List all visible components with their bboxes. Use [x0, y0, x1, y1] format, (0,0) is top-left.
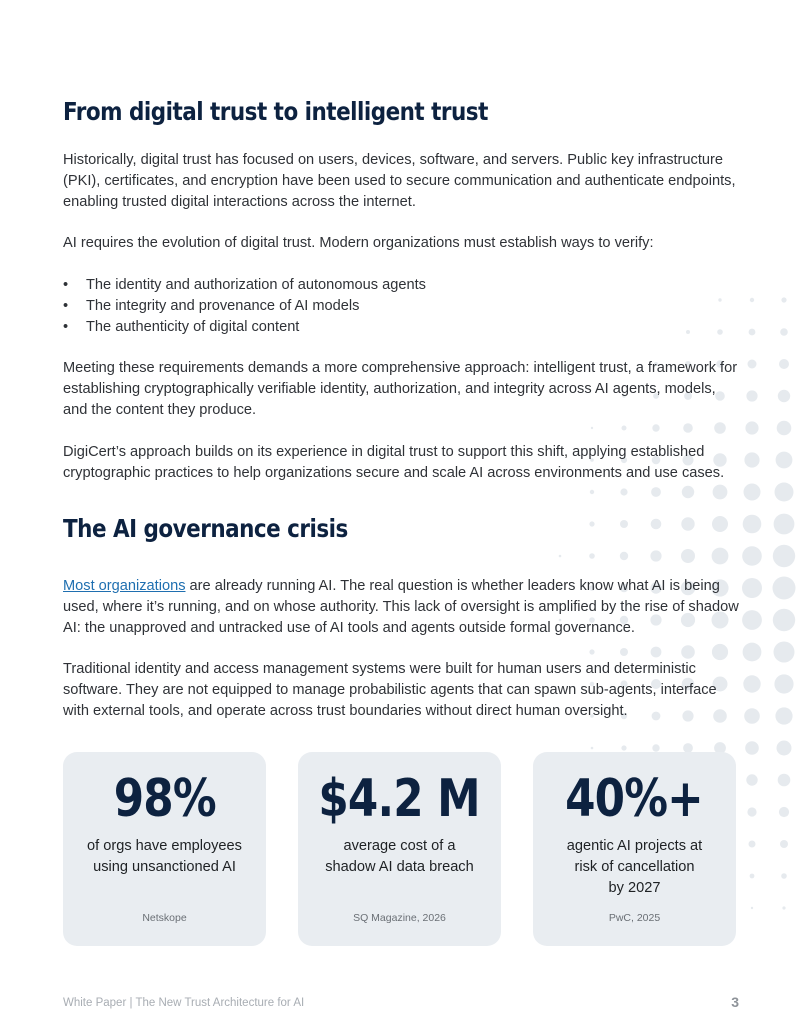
pattern-dot [651, 519, 662, 530]
pattern-dot [778, 774, 791, 787]
paragraph-iam-systems: Traditional identity and access management systems were built for human users and deterministic software. They are not equipped to manage probabilistic agents that can spawn sub-agents, interface with external tools, and operate across trust boundaries without direct human oversight. [63, 661, 717, 719]
pattern-dot [742, 610, 762, 630]
footer-document-title: White Paper | The New Trust Architecture for AI [63, 997, 305, 1009]
stat-source: Netskope [142, 912, 187, 924]
pattern-dot [712, 644, 728, 660]
paragraph-digicert-approach: DigiCert’s approach builds on its experience in digital trust to support this shift, applying established cryptographic practices to help organizations secure and scale AI across environments and use cases. [63, 444, 725, 481]
pattern-dot [559, 555, 562, 558]
pattern-dot [589, 521, 594, 526]
stat-value: 40%+ [565, 769, 704, 829]
pattern-dot [778, 390, 790, 402]
pattern-dot [779, 807, 789, 817]
pattern-dot [651, 487, 661, 497]
paragraph-history: Historically, digital trust has focused on users, devices, software, and servers. Public key infrastructure (PKI), certificates, and encryption have been used to secure communication and authenticate endpoints, enabling trusted digital interactions across the internet. [63, 152, 736, 210]
pattern-dot [620, 488, 627, 495]
pattern-dot [749, 329, 756, 336]
pattern-dot [744, 484, 761, 501]
page-number: 3 [731, 994, 739, 1010]
pattern-dot [750, 874, 755, 879]
pattern-dot [712, 548, 729, 565]
pattern-dot [743, 515, 762, 534]
pattern-dot [590, 490, 594, 494]
pattern-dot [743, 675, 760, 692]
pattern-dot [742, 578, 762, 598]
pattern-dot [622, 426, 627, 431]
pattern-dot [717, 329, 723, 335]
pattern-dot [750, 298, 754, 302]
pattern-dot [620, 520, 628, 528]
stat-value: 98% [113, 769, 216, 829]
paragraph-evolution: AI requires the evolution of digital trust. Modern organizations must establish ways to verify: [63, 235, 654, 251]
pattern-dot [652, 744, 659, 751]
pattern-dot [651, 647, 662, 658]
pattern-dot [681, 517, 694, 530]
pattern-dot [743, 643, 762, 662]
stat-card-unsanctioned-ai [63, 752, 266, 946]
pattern-dot [775, 483, 794, 502]
stat-description: agentic AI projects at risk of cancellation by 2027 [566, 838, 703, 896]
list-item-text: The integrity and provenance of AI models [86, 298, 360, 314]
pattern-dot [773, 545, 795, 567]
pattern-dot [683, 423, 693, 433]
pattern-dot [620, 552, 628, 560]
pattern-dot [712, 516, 728, 532]
pattern-dot [620, 648, 628, 656]
pattern-dot [776, 452, 793, 469]
pattern-dot [747, 807, 756, 816]
stat-card-breach-cost [298, 752, 501, 946]
pattern-dot [774, 514, 795, 535]
pattern-dot [781, 297, 786, 302]
stat-description: of orgs have employees using unsanctioned AI [87, 838, 242, 875]
pattern-dot [681, 549, 695, 563]
pattern-dot [718, 298, 721, 301]
pattern-dot [782, 906, 785, 909]
pattern-dot [780, 328, 788, 336]
paragraph-shadow-ai [63, 576, 743, 639]
list-item [63, 296, 426, 317]
pattern-dot [591, 427, 593, 429]
list-item [63, 317, 426, 338]
pattern-dot [621, 745, 626, 750]
pattern-dot [742, 546, 762, 566]
stat-card-project-cancellation [533, 752, 736, 946]
pattern-dot [781, 873, 787, 879]
paragraph-intelligent-trust: Meeting these requirements demands a more comprehensive approach: intelligent trust, a framework for establishing cryptographically verifiable identity, authorization, and integrity across AI agents, models, and the content they produce. [63, 360, 738, 418]
section-heading-intelligent-trust: From digital trust to intelligent trust [63, 97, 488, 126]
stat-source: PwC, 2025 [608, 912, 661, 924]
pattern-dot [682, 486, 694, 498]
pattern-dot [745, 421, 758, 434]
pattern-dot [589, 553, 595, 559]
bullet-glyph: • [63, 298, 69, 314]
pattern-dot [774, 642, 795, 663]
list-item-text: The identity and authorization of autonomous agents [86, 277, 426, 293]
section-heading-governance-crisis: The AI governance crisis [63, 514, 348, 543]
stat-value: $4.2 M [318, 769, 481, 829]
pattern-dot [774, 674, 793, 693]
stat-description: average cost of a shadow AI data breach [325, 838, 474, 875]
pattern-dot [773, 609, 795, 631]
pattern-dot [773, 577, 796, 600]
pattern-dot [746, 774, 757, 785]
list-item-text: The authenticity of digital content [86, 319, 300, 335]
pattern-dot [779, 359, 789, 369]
bullet-glyph: • [63, 319, 69, 335]
pattern-dot [744, 452, 759, 467]
pattern-dot [591, 747, 594, 750]
pattern-dot [775, 707, 792, 724]
pattern-dot [714, 422, 726, 434]
pattern-dot [751, 907, 753, 909]
pattern-dot [746, 390, 757, 401]
pattern-dot [777, 741, 792, 756]
paragraph-shadow-ai-text: are already running AI. The real question is whether leaders know what AI is being used, where it’s running, and on whose authority. This lack of oversight is amplified by the rise of shadow AI: the unapproved and untracked use of AI tools and agents outside formal governance. [63, 578, 739, 636]
stat-source: SQ Magazine, 2026 [353, 912, 446, 924]
verification-list [63, 275, 426, 338]
pattern-dot [744, 708, 760, 724]
pattern-dot [681, 645, 695, 659]
pattern-dot [650, 550, 661, 561]
pattern-dot [589, 649, 594, 654]
list-item [63, 275, 426, 296]
pattern-dot [652, 424, 659, 431]
pattern-dot [713, 485, 728, 500]
pattern-dot [777, 421, 792, 436]
pattern-dot [686, 330, 690, 334]
bullet-glyph: • [63, 277, 69, 293]
pattern-dot [748, 360, 757, 369]
pattern-dot [745, 741, 759, 755]
pattern-dot [749, 841, 756, 848]
most-organizations-link[interactable]: Most organizations [63, 578, 186, 594]
pattern-dot [780, 840, 788, 848]
